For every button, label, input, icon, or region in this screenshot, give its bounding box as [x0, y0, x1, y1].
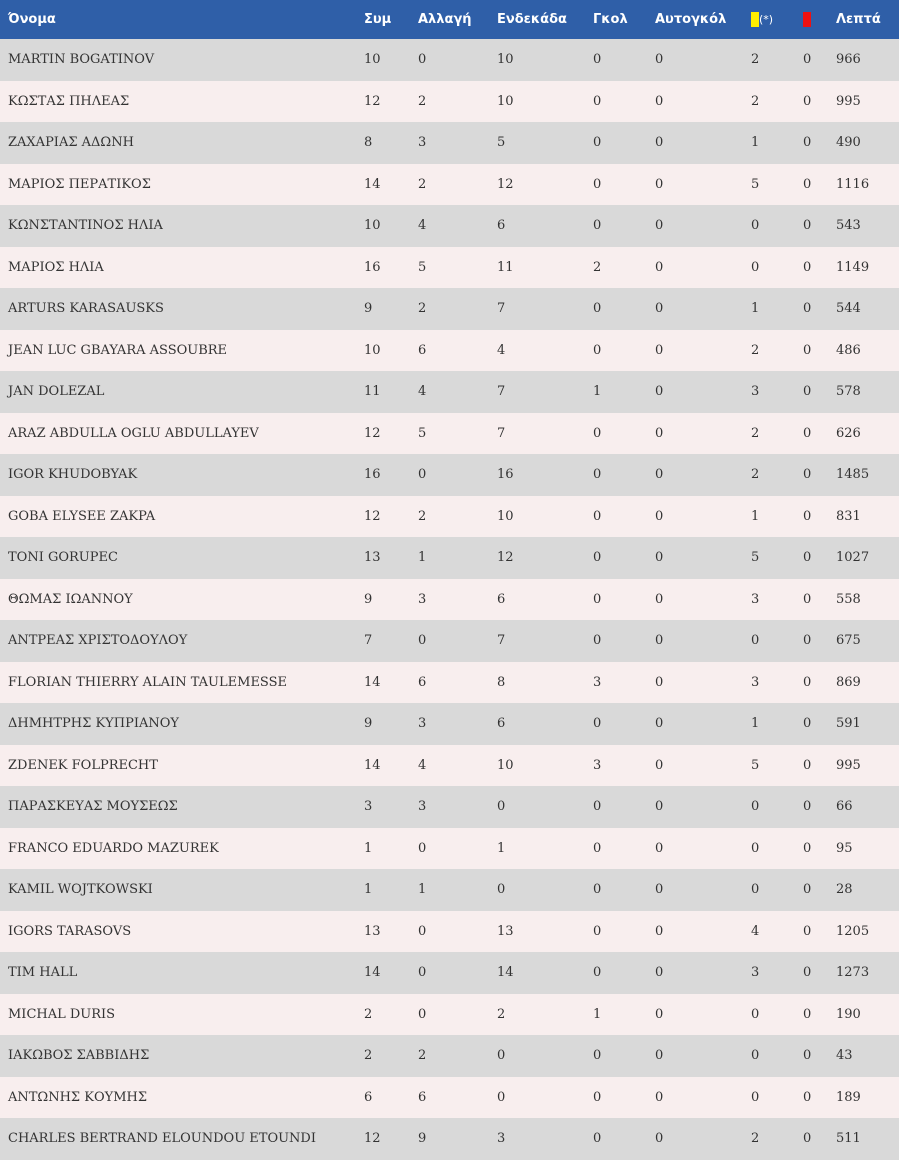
appearances-cell: 1: [364, 882, 373, 898]
starts-cell: 7: [497, 301, 506, 317]
player-name-cell[interactable]: ΜΑΡΙΟΣ ΠΕΡΑΤΙΚΟΣ: [8, 176, 151, 192]
table-row: [0, 1077, 899, 1119]
table-row: [0, 911, 899, 953]
starts-cell: 0: [497, 882, 506, 898]
player-name-cell[interactable]: GOBA ELYSEE ZAKPA: [8, 508, 156, 524]
player-name-cell[interactable]: FLORIAN THIERRY ALAIN TAULEMESSE: [8, 674, 288, 690]
player-name-cell[interactable]: ΑΝΤΩΝΗΣ ΚΟΥΜΗΣ: [8, 1089, 148, 1105]
red-cards-cell: 0: [803, 757, 812, 773]
appearances-cell: 1: [364, 840, 373, 856]
substitutions-cell: 2: [418, 93, 427, 109]
yellow-cards-cell: 1: [751, 508, 760, 524]
red-cards-cell: 0: [803, 882, 812, 898]
yellow-cards-cell: 0: [751, 1048, 760, 1064]
player-name-cell[interactable]: ΙΑΚΩΒΟΣ ΣΑΒΒΙΔΗΣ: [8, 1048, 150, 1064]
player-name-cell[interactable]: MARTIN BOGATINOV: [8, 52, 155, 68]
appearances-cell: 14: [364, 674, 381, 690]
own-goals-cell: 0: [655, 1006, 664, 1022]
goals-cell: 0: [593, 923, 602, 939]
goals-cell: 0: [593, 1048, 602, 1064]
header-appearances[interactable]: Συμ: [364, 12, 392, 27]
starts-cell: 6: [497, 591, 506, 607]
player-name-cell[interactable]: IGOR KHUDOBYAK: [8, 467, 138, 483]
red-cards-cell: 0: [803, 591, 812, 607]
yellow-card-icon: [751, 12, 759, 27]
substitutions-cell: 0: [418, 965, 427, 981]
red-cards-cell: 0: [803, 1048, 812, 1064]
starts-cell: 0: [497, 1048, 506, 1064]
goals-cell: 1: [593, 1006, 602, 1022]
appearances-cell: 16: [364, 467, 381, 483]
red-cards-cell: 0: [803, 93, 812, 109]
red-cards-cell: 0: [803, 1131, 812, 1147]
goals-cell: 0: [593, 301, 602, 317]
starts-cell: 3: [497, 1131, 506, 1147]
red-cards-cell: 0: [803, 176, 812, 192]
minutes-cell: 591: [836, 716, 861, 732]
goals-cell: 0: [593, 425, 602, 441]
player-name-cell[interactable]: TIM HALL: [8, 965, 78, 981]
substitutions-cell: 3: [418, 591, 427, 607]
header-minutes[interactable]: Λεπτά: [836, 12, 881, 27]
minutes-cell: 43: [836, 1048, 853, 1064]
own-goals-cell: 0: [655, 923, 664, 939]
minutes-cell: 190: [836, 1006, 861, 1022]
substitutions-cell: 4: [418, 384, 427, 400]
yellow-cards-cell: 1: [751, 301, 760, 317]
player-name-cell[interactable]: CHARLES BERTRAND ELOUNDOU ETOUNDI: [8, 1131, 316, 1147]
yellow-cards-cell: 1: [751, 716, 760, 732]
yellow-cards-cell: 3: [751, 591, 760, 607]
own-goals-cell: 0: [655, 1089, 664, 1105]
appearances-cell: 9: [364, 301, 373, 317]
table-row: [0, 703, 899, 745]
yellow-cards-cell: 1: [751, 135, 760, 151]
minutes-cell: 1149: [836, 259, 870, 275]
appearances-cell: 2: [364, 1048, 373, 1064]
table-row: [0, 1118, 899, 1160]
red-cards-cell: 0: [803, 923, 812, 939]
own-goals-cell: 0: [655, 716, 664, 732]
yellow-cards-cell: 0: [751, 882, 760, 898]
appearances-cell: 2: [364, 1006, 373, 1022]
minutes-cell: 490: [836, 135, 861, 151]
starts-cell: 6: [497, 218, 506, 234]
goals-cell: 0: [593, 591, 602, 607]
substitutions-cell: 0: [418, 1006, 427, 1022]
substitutions-cell: 3: [418, 716, 427, 732]
player-name-cell[interactable]: ΔΗΜΗΤΡΗΣ ΚΥΠΡΙΑΝΟΥ: [8, 716, 179, 732]
appearances-cell: 14: [364, 965, 381, 981]
starts-cell: 10: [497, 757, 514, 773]
red-card-icon: [803, 12, 811, 27]
header-row: [0, 0, 899, 39]
header-substitutions[interactable]: Αλλαγή: [418, 12, 472, 27]
substitutions-cell: 0: [418, 840, 427, 856]
yellow-cards-cell: 2: [751, 342, 760, 358]
minutes-cell: 1485: [836, 467, 870, 483]
appearances-cell: 14: [364, 176, 381, 192]
minutes-cell: 995: [836, 93, 861, 109]
own-goals-cell: 0: [655, 301, 664, 317]
starts-cell: 16: [497, 467, 514, 483]
header-own-goals[interactable]: Αυτογκόλ: [655, 12, 727, 27]
own-goals-cell: 0: [655, 550, 664, 566]
yellow-cards-cell: 3: [751, 965, 760, 981]
own-goals-cell: 0: [655, 93, 664, 109]
own-goals-cell: 0: [655, 965, 664, 981]
goals-cell: 3: [593, 757, 602, 773]
own-goals-cell: 0: [655, 1048, 664, 1064]
substitutions-cell: 0: [418, 467, 427, 483]
red-cards-cell: 0: [803, 467, 812, 483]
header-name[interactable]: Όνομα: [8, 12, 56, 27]
table-row: [0, 952, 899, 994]
red-cards-cell: 0: [803, 342, 812, 358]
player-name-cell[interactable]: KAMIL WOJTKOWSKI: [8, 882, 153, 898]
minutes-cell: 511: [836, 1131, 861, 1147]
own-goals-cell: 0: [655, 425, 664, 441]
minutes-cell: 1027: [836, 550, 870, 566]
red-cards-cell: 0: [803, 633, 812, 649]
own-goals-cell: 0: [655, 135, 664, 151]
own-goals-cell: 0: [655, 259, 664, 275]
appearances-cell: 9: [364, 716, 373, 732]
table-row: [0, 537, 899, 579]
minutes-cell: 1273: [836, 965, 870, 981]
player-name-cell[interactable]: MICHAL DURIS: [8, 1006, 116, 1022]
header-yellow-cards[interactable]: [751, 0, 803, 39]
header-red-cards[interactable]: [803, 0, 836, 39]
goals-cell: 0: [593, 1131, 602, 1147]
red-cards-cell: 0: [803, 799, 812, 815]
table-row: [0, 620, 899, 662]
appearances-cell: 11: [364, 384, 381, 400]
starts-cell: 8: [497, 674, 506, 690]
goals-cell: 0: [593, 633, 602, 649]
table-row: [0, 1035, 899, 1077]
red-cards-cell: 0: [803, 965, 812, 981]
goals-cell: 0: [593, 508, 602, 524]
own-goals-cell: 0: [655, 342, 664, 358]
table-row: [0, 39, 899, 81]
goals-cell: 0: [593, 176, 602, 192]
substitutions-cell: 4: [418, 757, 427, 773]
yellow-cards-cell: 2: [751, 52, 760, 68]
yellow-cards-cell: 0: [751, 218, 760, 234]
table-row: [0, 205, 899, 247]
starts-cell: 13: [497, 923, 514, 939]
appearances-cell: 13: [364, 923, 381, 939]
yellow-cards-cell: 5: [751, 550, 760, 566]
substitutions-cell: 3: [418, 135, 427, 151]
appearances-cell: 10: [364, 52, 381, 68]
goals-cell: 0: [593, 218, 602, 234]
starts-cell: 10: [497, 508, 514, 524]
goals-cell: 0: [593, 882, 602, 898]
yellow-cards-cell: 2: [751, 93, 760, 109]
own-goals-cell: 0: [655, 384, 664, 400]
goals-cell: 0: [593, 52, 602, 68]
appearances-cell: 12: [364, 1131, 381, 1147]
substitutions-cell: 4: [418, 218, 427, 234]
substitutions-cell: 3: [418, 799, 427, 815]
minutes-cell: 626: [836, 425, 861, 441]
substitutions-cell: 1: [418, 550, 427, 566]
appearances-cell: 9: [364, 591, 373, 607]
minutes-cell: 1116: [836, 176, 870, 192]
appearances-cell: 8: [364, 135, 373, 151]
goals-cell: 0: [593, 93, 602, 109]
player-name-cell[interactable]: ΚΩΝΣΤΑΝΤΙΝΟΣ ΗΛΙΑ: [8, 218, 163, 234]
own-goals-cell: 0: [655, 674, 664, 690]
yellow-cards-cell: 0: [751, 1089, 760, 1105]
starts-cell: 0: [497, 1089, 506, 1105]
player-name-cell[interactable]: ΠΑΡΑΣΚΕΥΑΣ ΜΟΥΣΕΩΣ: [8, 799, 178, 815]
substitutions-cell: 2: [418, 176, 427, 192]
goals-cell: 2: [593, 259, 602, 275]
player-name-cell[interactable]: JAN DOLEZAL: [8, 384, 105, 400]
goals-cell: 0: [593, 467, 602, 483]
yellow-cards-cell: 2: [751, 425, 760, 441]
goals-cell: 0: [593, 342, 602, 358]
appearances-cell: 13: [364, 550, 381, 566]
own-goals-cell: 0: [655, 882, 664, 898]
minutes-cell: 675: [836, 633, 861, 649]
yellow-cards-cell: 5: [751, 176, 760, 192]
own-goals-cell: 0: [655, 176, 664, 192]
goals-cell: 1: [593, 384, 602, 400]
starts-cell: 7: [497, 633, 506, 649]
minutes-cell: 544: [836, 301, 861, 317]
starts-cell: 12: [497, 176, 514, 192]
appearances-cell: 7: [364, 633, 373, 649]
appearances-cell: 12: [364, 508, 381, 524]
goals-cell: 0: [593, 716, 602, 732]
goals-cell: 0: [593, 840, 602, 856]
player-name-cell[interactable]: ARAZ ABDULLA OGLU ABDULLAYEV: [8, 425, 259, 441]
table-row: [0, 579, 899, 621]
substitutions-cell: 9: [418, 1131, 427, 1147]
starts-cell: 12: [497, 550, 514, 566]
substitutions-cell: 1: [418, 882, 427, 898]
own-goals-cell: 0: [655, 508, 664, 524]
table-row: [0, 288, 899, 330]
minutes-cell: 558: [836, 591, 861, 607]
table-row: [0, 247, 899, 289]
minutes-cell: 189: [836, 1089, 861, 1105]
yellow-cards-cell: 2: [751, 467, 760, 483]
substitutions-cell: 0: [418, 923, 427, 939]
player-name-cell[interactable]: FRANCO EDUARDO MAZUREK: [8, 840, 219, 856]
yellow-cards-cell: 0: [751, 633, 760, 649]
minutes-cell: 95: [836, 840, 853, 856]
appearances-cell: 3: [364, 799, 373, 815]
substitutions-cell: 6: [418, 1089, 427, 1105]
red-cards-cell: 0: [803, 674, 812, 690]
substitutions-cell: 2: [418, 1048, 427, 1064]
minutes-cell: 486: [836, 342, 861, 358]
player-name-cell[interactable]: ARTURS KARASAUSKS: [8, 301, 164, 317]
table-row: [0, 745, 899, 787]
header-starts[interactable]: Ενδεκάδα: [497, 12, 567, 27]
table-row: [0, 164, 899, 206]
appearances-cell: 16: [364, 259, 381, 275]
substitutions-cell: 0: [418, 633, 427, 649]
goals-cell: 0: [593, 135, 602, 151]
minutes-cell: 995: [836, 757, 861, 773]
player-name-cell[interactable]: ΑΝΤΡΕΑΣ ΧΡΙΣΤΟΔΟΥΛΟΥ: [8, 633, 188, 649]
red-cards-cell: 0: [803, 218, 812, 234]
yellow-cards-cell: 0: [751, 799, 760, 815]
table-row: [0, 994, 899, 1036]
table-row: [0, 786, 899, 828]
appearances-cell: 14: [364, 757, 381, 773]
red-cards-cell: 0: [803, 1089, 812, 1105]
red-cards-cell: 0: [803, 840, 812, 856]
starts-cell: 7: [497, 425, 506, 441]
player-name-cell[interactable]: TONI GORUPEC: [8, 550, 118, 566]
yellow-cards-cell: 2: [751, 1131, 760, 1147]
appearances-cell: 12: [364, 93, 381, 109]
player-name-cell[interactable]: ΘΩΜΑΣ ΙΩΑΝΝΟΥ: [8, 591, 133, 607]
own-goals-cell: 0: [655, 1131, 664, 1147]
starts-cell: 7: [497, 384, 506, 400]
table-row: [0, 828, 899, 870]
goals-cell: 0: [593, 965, 602, 981]
starts-cell: 10: [497, 93, 514, 109]
yellow-cards-cell: 0: [751, 840, 760, 856]
substitutions-cell: 2: [418, 301, 427, 317]
table-body: [0, 39, 899, 1160]
red-cards-cell: 0: [803, 550, 812, 566]
red-cards-cell: 0: [803, 259, 812, 275]
red-cards-cell: 0: [803, 52, 812, 68]
substitutions-cell: 6: [418, 342, 427, 358]
red-cards-cell: 0: [803, 425, 812, 441]
player-name-cell[interactable]: ΖΑΧΑΡΙΑΣ ΑΔΩΝΗ: [8, 135, 134, 151]
goals-cell: 0: [593, 550, 602, 566]
substitutions-cell: 5: [418, 259, 427, 275]
player-name-cell[interactable]: ΚΩΣΤΑΣ ΠΗΛΕΑΣ: [8, 93, 130, 109]
goals-cell: 3: [593, 674, 602, 690]
red-cards-cell: 0: [803, 135, 812, 151]
appearances-cell: 12: [364, 425, 381, 441]
table-header: [0, 0, 899, 39]
table-row: [0, 454, 899, 496]
own-goals-cell: 0: [655, 633, 664, 649]
own-goals-cell: 0: [655, 591, 664, 607]
minutes-cell: 831: [836, 508, 861, 524]
starts-cell: 14: [497, 965, 514, 981]
substitutions-cell: 0: [418, 52, 427, 68]
player-name-cell[interactable]: IGORS TARASOVS: [8, 923, 132, 939]
yellow-cards-cell: 3: [751, 674, 760, 690]
goals-cell: 0: [593, 1089, 602, 1105]
yellow-cards-cell: 5: [751, 757, 760, 773]
table-row: [0, 869, 899, 911]
starts-cell: 11: [497, 259, 514, 275]
starts-cell: 10: [497, 52, 514, 68]
starts-cell: 0: [497, 799, 506, 815]
goals-cell: 0: [593, 799, 602, 815]
minutes-cell: 543: [836, 218, 861, 234]
yellow-cards-cell: 4: [751, 923, 760, 939]
red-cards-cell: 0: [803, 301, 812, 317]
table-row: [0, 496, 899, 538]
red-cards-cell: 0: [803, 716, 812, 732]
red-cards-cell: 0: [803, 508, 812, 524]
yellow-cards-cell: 3: [751, 384, 760, 400]
yellow-card-note: (*): [759, 12, 774, 26]
substitutions-cell: 6: [418, 674, 427, 690]
table-row: [0, 81, 899, 123]
red-cards-cell: 0: [803, 1006, 812, 1022]
yellow-cards-cell: 0: [751, 1006, 760, 1022]
substitutions-cell: 5: [418, 425, 427, 441]
minutes-cell: 28: [836, 882, 853, 898]
starts-cell: 1: [497, 840, 506, 856]
yellow-cards-cell: 0: [751, 259, 760, 275]
table-row: [0, 413, 899, 455]
table-row: [0, 330, 899, 372]
table-row: [0, 371, 899, 413]
own-goals-cell: 0: [655, 757, 664, 773]
appearances-cell: 10: [364, 218, 381, 234]
minutes-cell: 66: [836, 799, 853, 815]
minutes-cell: 1205: [836, 923, 870, 939]
appearances-cell: 10: [364, 342, 381, 358]
player-name-cell[interactable]: ZDENEK FOLPRECHT: [8, 757, 158, 773]
own-goals-cell: 0: [655, 52, 664, 68]
table-row: [0, 662, 899, 704]
minutes-cell: 869: [836, 674, 861, 690]
red-cards-cell: 0: [803, 384, 812, 400]
minutes-cell: 966: [836, 52, 861, 68]
minutes-cell: 578: [836, 384, 861, 400]
starts-cell: 5: [497, 135, 506, 151]
appearances-cell: 6: [364, 1089, 373, 1105]
substitutions-cell: 2: [418, 508, 427, 524]
header-goals[interactable]: Γκολ: [593, 12, 628, 27]
own-goals-cell: 0: [655, 218, 664, 234]
player-name-cell[interactable]: JEAN LUC GBAYARA ASSOUBRE: [8, 342, 228, 358]
own-goals-cell: 0: [655, 467, 664, 483]
table-row: [0, 122, 899, 164]
starts-cell: 2: [497, 1006, 506, 1022]
player-name-cell[interactable]: ΜΑΡΙΟΣ ΗΛΙΑ: [8, 259, 104, 275]
own-goals-cell: 0: [655, 840, 664, 856]
starts-cell: 6: [497, 716, 506, 732]
own-goals-cell: 0: [655, 799, 664, 815]
starts-cell: 4: [497, 342, 506, 358]
